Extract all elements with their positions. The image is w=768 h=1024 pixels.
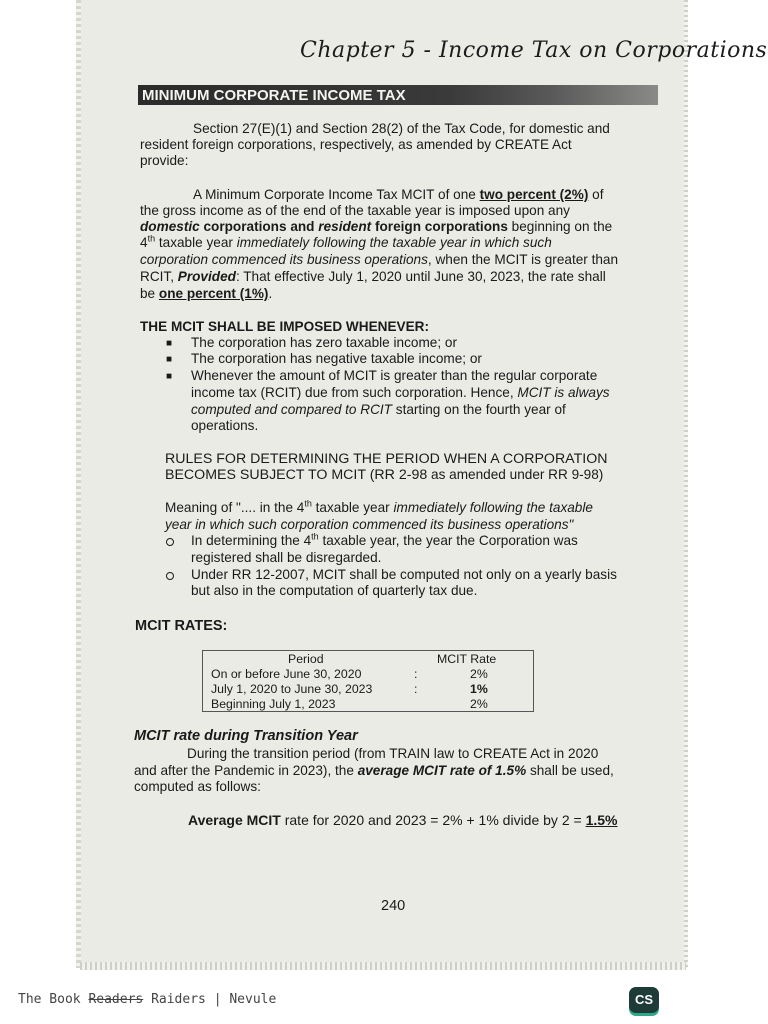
transition-heading: MCIT rate during Transition Year — [134, 728, 358, 744]
imposed-item-1: The corporation has zero taxable income; or — [191, 335, 457, 350]
rate-one-percent: one percent (1%) — [158, 286, 269, 301]
camscanner-logo: CS — [629, 987, 659, 1013]
rate-two-percent: two percent (2%) — [479, 187, 589, 202]
circle-bullet-1 — [166, 538, 174, 546]
bullet-2: ■ — [166, 354, 173, 365]
meaning-item-1-line-1: In determining the 4th taxable year, the year the Corporation was — [191, 531, 578, 548]
rates-col-period: Period — [288, 652, 324, 666]
rates-row-2-sep: : — [414, 682, 418, 696]
meaning-line-2: year in which such corporation commenced its business operations" — [165, 517, 574, 532]
imposed-item-2: The corporation has negative taxable income; or — [191, 351, 482, 366]
para2-line-2: the gross income as of the end of the taxable year is imposed upon any — [140, 203, 570, 218]
rates-row-3-rate: 2% — [470, 697, 488, 711]
rates-row-1-rate: 2% — [470, 667, 488, 681]
meaning-item-1-line-2: registered shall be disregarded. — [191, 550, 382, 565]
rates-row-2-period: July 1, 2020 to June 30, 2023 — [211, 682, 373, 696]
imposed-item-3-line-2: income tax (RCIT) due from such corporation. Hence, MCIT is always — [191, 385, 610, 400]
page-number: 240 — [381, 898, 406, 914]
imposed-heading: THE MCIT SHALL BE IMPOSED WHENEVER: — [140, 319, 430, 334]
circle-bullet-2 — [166, 572, 174, 580]
imposed-item-3-line-1: Whenever the amount of MCIT is greater than the regular corporate — [191, 368, 598, 383]
rates-row-1-period: On or before June 30, 2020 — [211, 667, 362, 681]
transition-line-2: and after the Pandemic in 2023), the average MCIT rate of 1.5% shall be used, — [134, 763, 614, 778]
footer-credit: The Book Readers Raiders | Nevule — [18, 992, 277, 1007]
rates-row-1-sep: : — [414, 667, 418, 681]
rates-row-2-rate: 1% — [470, 682, 488, 696]
rates-row-3-period: Beginning July 1, 2023 — [211, 697, 336, 711]
bullet-1: ■ — [166, 338, 173, 349]
para2-line-5: corporation commenced its business operations, when the MCIT is greater than — [140, 252, 619, 267]
meaning-item-2-line-2: but also in the computation of quarterly tax due. — [191, 583, 478, 598]
para2-line-7: be one percent (1%). — [140, 286, 273, 301]
page-edge-bottom — [80, 962, 686, 970]
rates-heading: MCIT RATES: — [135, 618, 228, 634]
intro-line-3: provide: — [140, 153, 189, 168]
imposed-item-3-line-4: operations. — [191, 418, 259, 433]
imposed-item-3-line-3: computed and compared to RCIT starting on the fourth year of — [191, 402, 566, 417]
page-edge-right — [684, 0, 688, 968]
meaning-item-2-line-1: Under RR 12-2007, MCIT shall be computed not only on a yearly basis — [191, 567, 617, 582]
chapter-title: Chapter 5 - Income Tax on Corporations — [300, 38, 768, 63]
average-formula: Average MCIT rate for 2020 and 2023 = 2% + 1% divide by 2 = 1.5% — [188, 812, 618, 828]
rates-col-rate: MCIT Rate — [437, 652, 497, 666]
meaning-line-1: Meaning of ".... in the 4th taxable year immediately following the taxable — [165, 498, 593, 515]
page-edge-left — [76, 0, 81, 968]
rules-heading-line-2: BECOMES SUBJECT TO MCIT (RR 2-98 as amended under RR 9-98) — [165, 467, 604, 483]
transition-line-1: During the transition period (from TRAIN law to CREATE Act in 2020 — [187, 746, 599, 761]
intro-line-2: resident foreign corporations, respectively, as amended by CREATE Act — [140, 137, 572, 152]
transition-line-3: computed as follows: — [134, 779, 261, 794]
para2-line-3: domestic corporations and resident foreign corporations beginning on the — [140, 219, 613, 234]
bullet-3: ■ — [166, 371, 173, 382]
rules-heading-line-1: RULES FOR DETERMINING THE PERIOD WHEN A CORPORATION — [165, 451, 608, 467]
section-title: MINIMUM CORPORATE INCOME TAX — [142, 87, 406, 104]
para2-line-6: RCIT, Provided: That effective July 1, 2020 until June 30, 2023, the rate shall — [140, 269, 606, 284]
para2-line-1: A Minimum Corporate Income Tax MCIT of one two percent (2%) of — [193, 187, 604, 202]
para2-line-4: 4th taxable year immediately following the taxable year in which such — [140, 233, 552, 250]
intro-line-1: Section 27(E)(1) and Section 28(2) of the Tax Code, for domestic and — [193, 121, 610, 136]
